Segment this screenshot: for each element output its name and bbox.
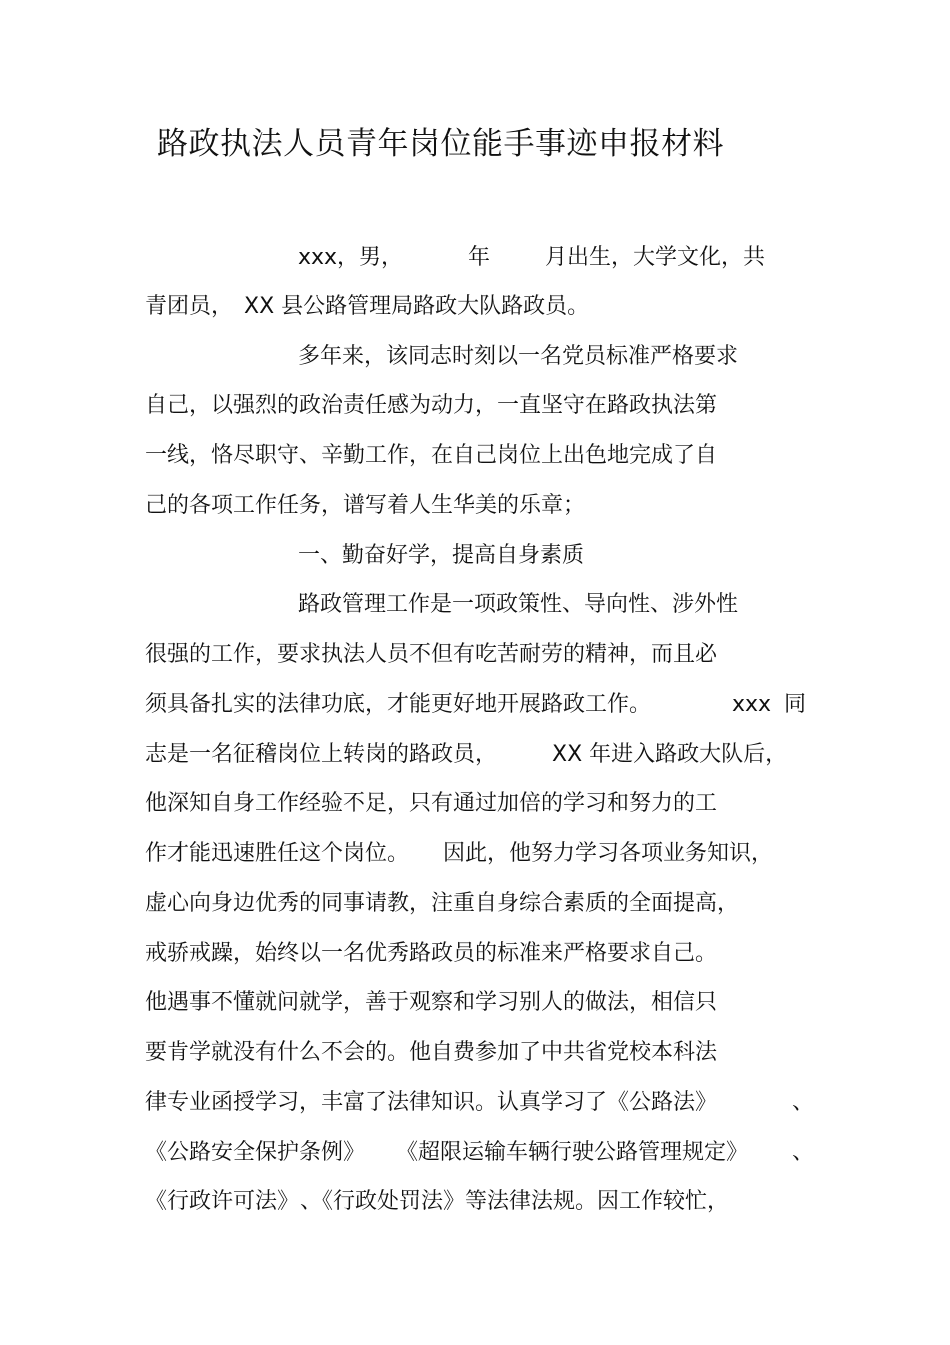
body-text-line-10-segment-2: xxx xyxy=(732,692,772,717)
body-text-line-5-segment-1: 一线，恪尽职守、辛勤工作，在自己岗位上出色地完成了自 xyxy=(145,443,718,468)
body-text-line-18-segment-2: 、 xyxy=(792,1090,815,1115)
body-text-line-3-segment-1: 多年来，该同志时刻以一名党员标准严格要求 xyxy=(298,344,739,369)
body-text-line-19-segment-1: 《公路安全保护条例》 xyxy=(145,1140,366,1165)
body-text-line-1-segment-2: 年 xyxy=(468,245,491,270)
body-text-line-13-segment-2: 因此，他努力学习各项业务知识， xyxy=(443,841,774,866)
body-text-line-18-segment-1: 律专业函授学习，丰富了法律知识。认真学习了《公路法》 xyxy=(145,1090,718,1115)
body-text-line-17-segment-1: 要肯学就没有什么不会的。他自费参加了中共省党校本科法 xyxy=(145,1040,718,1065)
body-text-line-20-segment-1: 《行政许可法》 xyxy=(145,1189,300,1214)
body-text-line-10-segment-3: 同 xyxy=(784,692,807,717)
body-text-line-16-segment-1: 他遇事不懂就问就学，善于观察和学习别人的做法，相信只 xyxy=(145,990,718,1015)
body-text-line-4-segment-1: 自己，以强烈的政治责任感为动力，一直坚守在路政执法第 xyxy=(145,393,718,418)
body-text-line-9-segment-1: 很强的工作，要求执法人员不但有吃苦耐劳的精神，而且必 xyxy=(145,642,718,667)
body-text-line-10-segment-1: 须具备扎实的法律功底，才能更好地开展路政工作。 xyxy=(145,692,652,717)
body-text-line-19-segment-2: 《超限运输车辆行驶公路管理规定》 xyxy=(396,1140,749,1165)
body-text-line-13-segment-1: 作才能迅速胜任这个岗位。 xyxy=(145,841,410,866)
body-text-line-8-segment-1: 路政管理工作是一项政策性、导向性、涉外性 xyxy=(298,592,739,617)
body-text-line-1-segment-3: 月出生，大学文化，共 xyxy=(545,245,766,270)
body-text-line-2-segment-1: 青团员， xyxy=(145,294,234,319)
body-text-line-11-segment-2: XX 年进入路政大队后， xyxy=(552,742,788,767)
body-text-line-12-segment-1: 他深知自身工作经验不足，只有通过加倍的学习和努力的工 xyxy=(145,791,718,816)
body-text-line-14-segment-1: 虚心向身边优秀的同事请教，注重自身综合素质的全面提高， xyxy=(145,891,740,916)
document-title: 路政执法人员青年岗位能手事迹申报材料 xyxy=(157,126,724,162)
body-text-line-20-segment-2: 、《行政处罚法》等法律法规。因工作较忙， xyxy=(300,1189,730,1214)
body-text-line-7-segment-1: 一、勤奋好学，提高自身素质 xyxy=(298,543,585,568)
body-text-line-2-segment-2: XX 县公路管理局路政大队路政员。 xyxy=(244,294,590,319)
body-text-line-6-segment-1: 己的各项工作任务，谱写着人生华美的乐章； xyxy=(145,493,586,518)
body-text-line-15-segment-1: 戒骄戒躁，始终以一名优秀路政员的标准来严格要求自己。 xyxy=(145,941,718,966)
body-text-line-11-segment-1: 志是一名征稽岗位上转岗的路政员， xyxy=(145,742,498,767)
body-text-line-19-segment-3: 、 xyxy=(792,1140,815,1165)
body-text-line-1-segment-1: xxx，男， xyxy=(298,245,404,270)
